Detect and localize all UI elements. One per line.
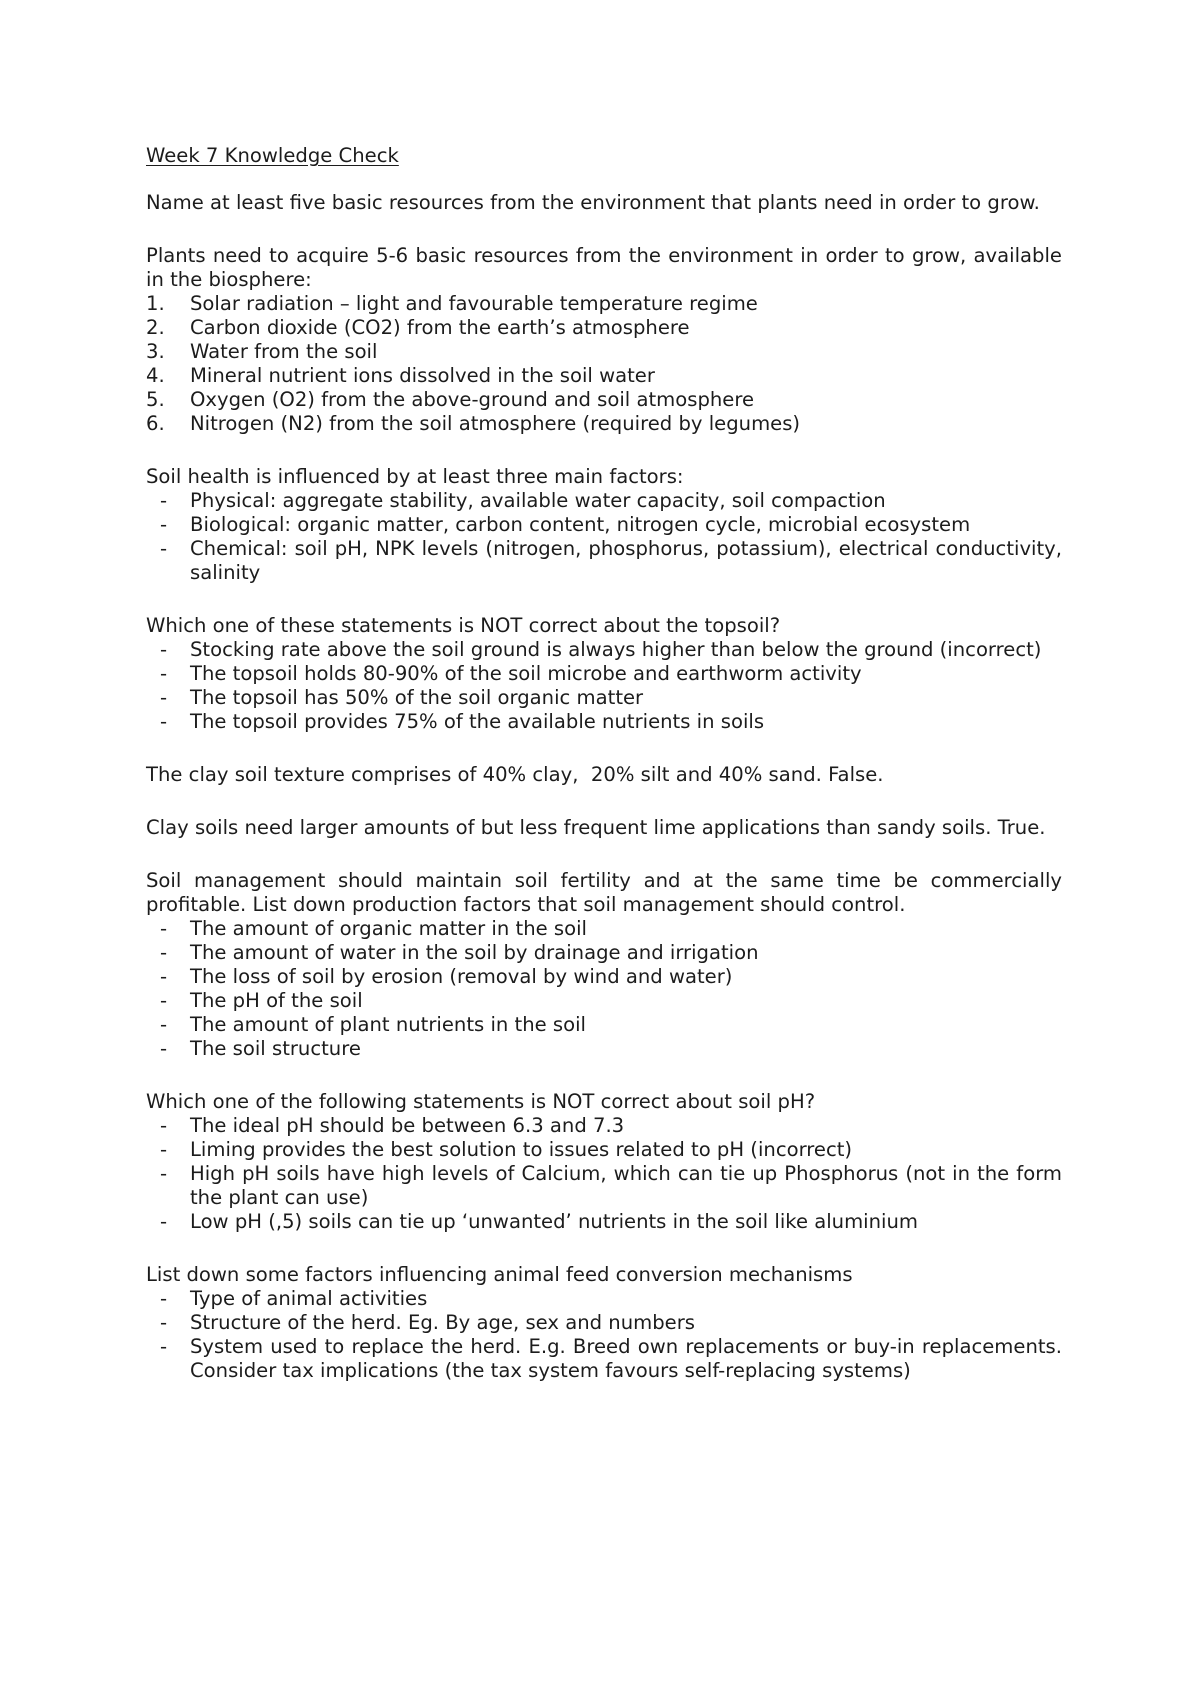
list-item: - Liming provides the best solution to issues related to pH (incorrect) <box>160 1138 853 1161</box>
dash-bullet: - <box>160 513 168 536</box>
list-item: - The ideal pH should be between 6.3 and 7.3 <box>160 1114 625 1137</box>
dash-bullet: - <box>160 638 168 661</box>
list-item: - Physical: aggregate stability, available water capacity, soil compaction <box>160 489 886 512</box>
answer-plant-resources <box>146 244 1062 436</box>
dash-bullet: - <box>160 1114 168 1137</box>
list-item: 5. Oxygen (O2) from the above-ground and soil atmosphere <box>146 388 755 411</box>
statement-text: The clay soil texture comprises of 40% clay, 20% silt and 40% sand. False. <box>146 763 884 786</box>
section-intro: Soil health is influenced by at least three main factors: <box>146 465 684 488</box>
statement-text: Clay soils need larger amounts of but less frequent lime applications than sandy soils. True. <box>146 816 1046 839</box>
soil-ph-section <box>146 1090 1062 1234</box>
feed-conversion-section <box>146 1263 1062 1383</box>
list-number: 3. <box>146 340 165 363</box>
feed-conversion-list <box>146 1287 1062 1383</box>
clay-texture-section <box>146 763 1062 787</box>
list-item: - The topsoil holds 80-90% of the soil microbe and earthworm activity <box>160 662 862 685</box>
list-item: 3. Water from the soil <box>146 340 378 363</box>
dash-bullet: - <box>160 941 168 964</box>
question-plant-resources <box>146 191 1062 215</box>
list-number: 1. <box>146 292 165 315</box>
list-item: - The amount of organic matter in the soil <box>160 917 587 940</box>
list-item: - The soil structure <box>160 1037 361 1060</box>
list-item: 6. Nitrogen (N2) from the soil atmosphere (required by legumes) <box>146 412 801 435</box>
question-text: Name at least five basic resources from the environment that plants need in order to grow. <box>146 191 1040 214</box>
document-page <box>146 144 1062 1383</box>
topsoil-section <box>146 614 1062 734</box>
section-intro: List down some factors influencing animal feed conversion mechanisms <box>146 1263 853 1286</box>
document-title: Week 7 Knowledge Check <box>146 144 399 167</box>
question-text: Which one of these statements is NOT correct about the topsoil? <box>146 614 781 637</box>
dash-bullet: - <box>160 1335 168 1358</box>
list-item: 1. Solar radiation – light and favourable temperature regime <box>146 292 758 315</box>
dash-bullet: - <box>160 1138 168 1161</box>
list-item: - Type of animal activities <box>160 1287 428 1310</box>
dash-bullet: - <box>160 489 168 512</box>
list-item: - The amount of plant nutrients in the soil <box>160 1013 586 1036</box>
dash-bullet: - <box>160 965 168 988</box>
dash-bullet: - <box>160 537 168 560</box>
list-item: - The amount of water in the soil by drainage and irrigation <box>160 941 759 964</box>
section-intro: Soil management should maintain soil fertility and at the same time be commercially profitable. List down production factors that soil management should control. <box>146 869 1062 916</box>
soil-ph-list <box>146 1114 1062 1234</box>
topsoil-list <box>146 638 1062 734</box>
dash-bullet: - <box>160 917 168 940</box>
soil-health-list <box>146 489 1062 585</box>
dash-bullet: - <box>160 1013 168 1036</box>
list-item: - Low pH (,5) soils can tie up ‘unwanted’ nutrients in the soil like aluminium <box>160 1210 918 1233</box>
list-item: 2. Carbon dioxide (CO2) from the earth’s atmosphere <box>146 316 690 339</box>
list-item: - System used to replace the herd. E.g. Breed own replacements or buy-in replacements. Consider tax implications (the tax system favours self-replacing systems) <box>160 1335 1062 1382</box>
resource-list <box>146 292 1062 436</box>
list-item: - Stocking rate above the soil ground is always higher than below the ground (incorrect) <box>160 638 1042 661</box>
dash-bullet: - <box>160 662 168 685</box>
list-number: 4. <box>146 364 165 387</box>
dash-bullet: - <box>160 1162 168 1185</box>
list-item: - Biological: organic matter, carbon content, nitrogen cycle, microbial ecosystem <box>160 513 971 536</box>
answer-intro: Plants need to acquire 5-6 basic resources from the environment in order to grow, available in the biosphere: <box>146 244 1062 291</box>
list-item: - Structure of the herd. Eg. By age, sex and numbers <box>160 1311 695 1334</box>
dash-bullet: - <box>160 1311 168 1334</box>
list-number: 6. <box>146 412 165 435</box>
dash-bullet: - <box>160 989 168 1012</box>
list-number: 2. <box>146 316 165 339</box>
list-item: - The loss of soil by erosion (removal by wind and water) <box>160 965 733 988</box>
dash-bullet: - <box>160 1210 168 1233</box>
list-item: - Chemical: soil pH, NPK levels (nitrogen, phosphorus, potassium), electrical conductivity, salinity <box>160 537 1062 584</box>
list-item: - The topsoil has 50% of the soil organic matter <box>160 686 644 709</box>
soil-management-section <box>146 869 1062 1061</box>
question-text: Which one of the following statements is NOT correct about soil pH? <box>146 1090 816 1113</box>
dash-bullet: - <box>160 686 168 709</box>
list-item: - The pH of the soil <box>160 989 363 1012</box>
list-item: - The topsoil provides 75% of the available nutrients in soils <box>160 710 765 733</box>
soil-management-list <box>146 917 1062 1061</box>
dash-bullet: - <box>160 1037 168 1060</box>
list-item: - High pH soils have high levels of Calcium, which can tie up Phosphorus (not in the form the plant can use) <box>160 1162 1062 1209</box>
dash-bullet: - <box>160 1287 168 1310</box>
list-number: 5. <box>146 388 165 411</box>
soil-health-section <box>146 465 1062 585</box>
dash-bullet: - <box>160 710 168 733</box>
list-item: 4. Mineral nutrient ions dissolved in the soil water <box>146 364 655 387</box>
clay-lime-section <box>146 816 1062 840</box>
